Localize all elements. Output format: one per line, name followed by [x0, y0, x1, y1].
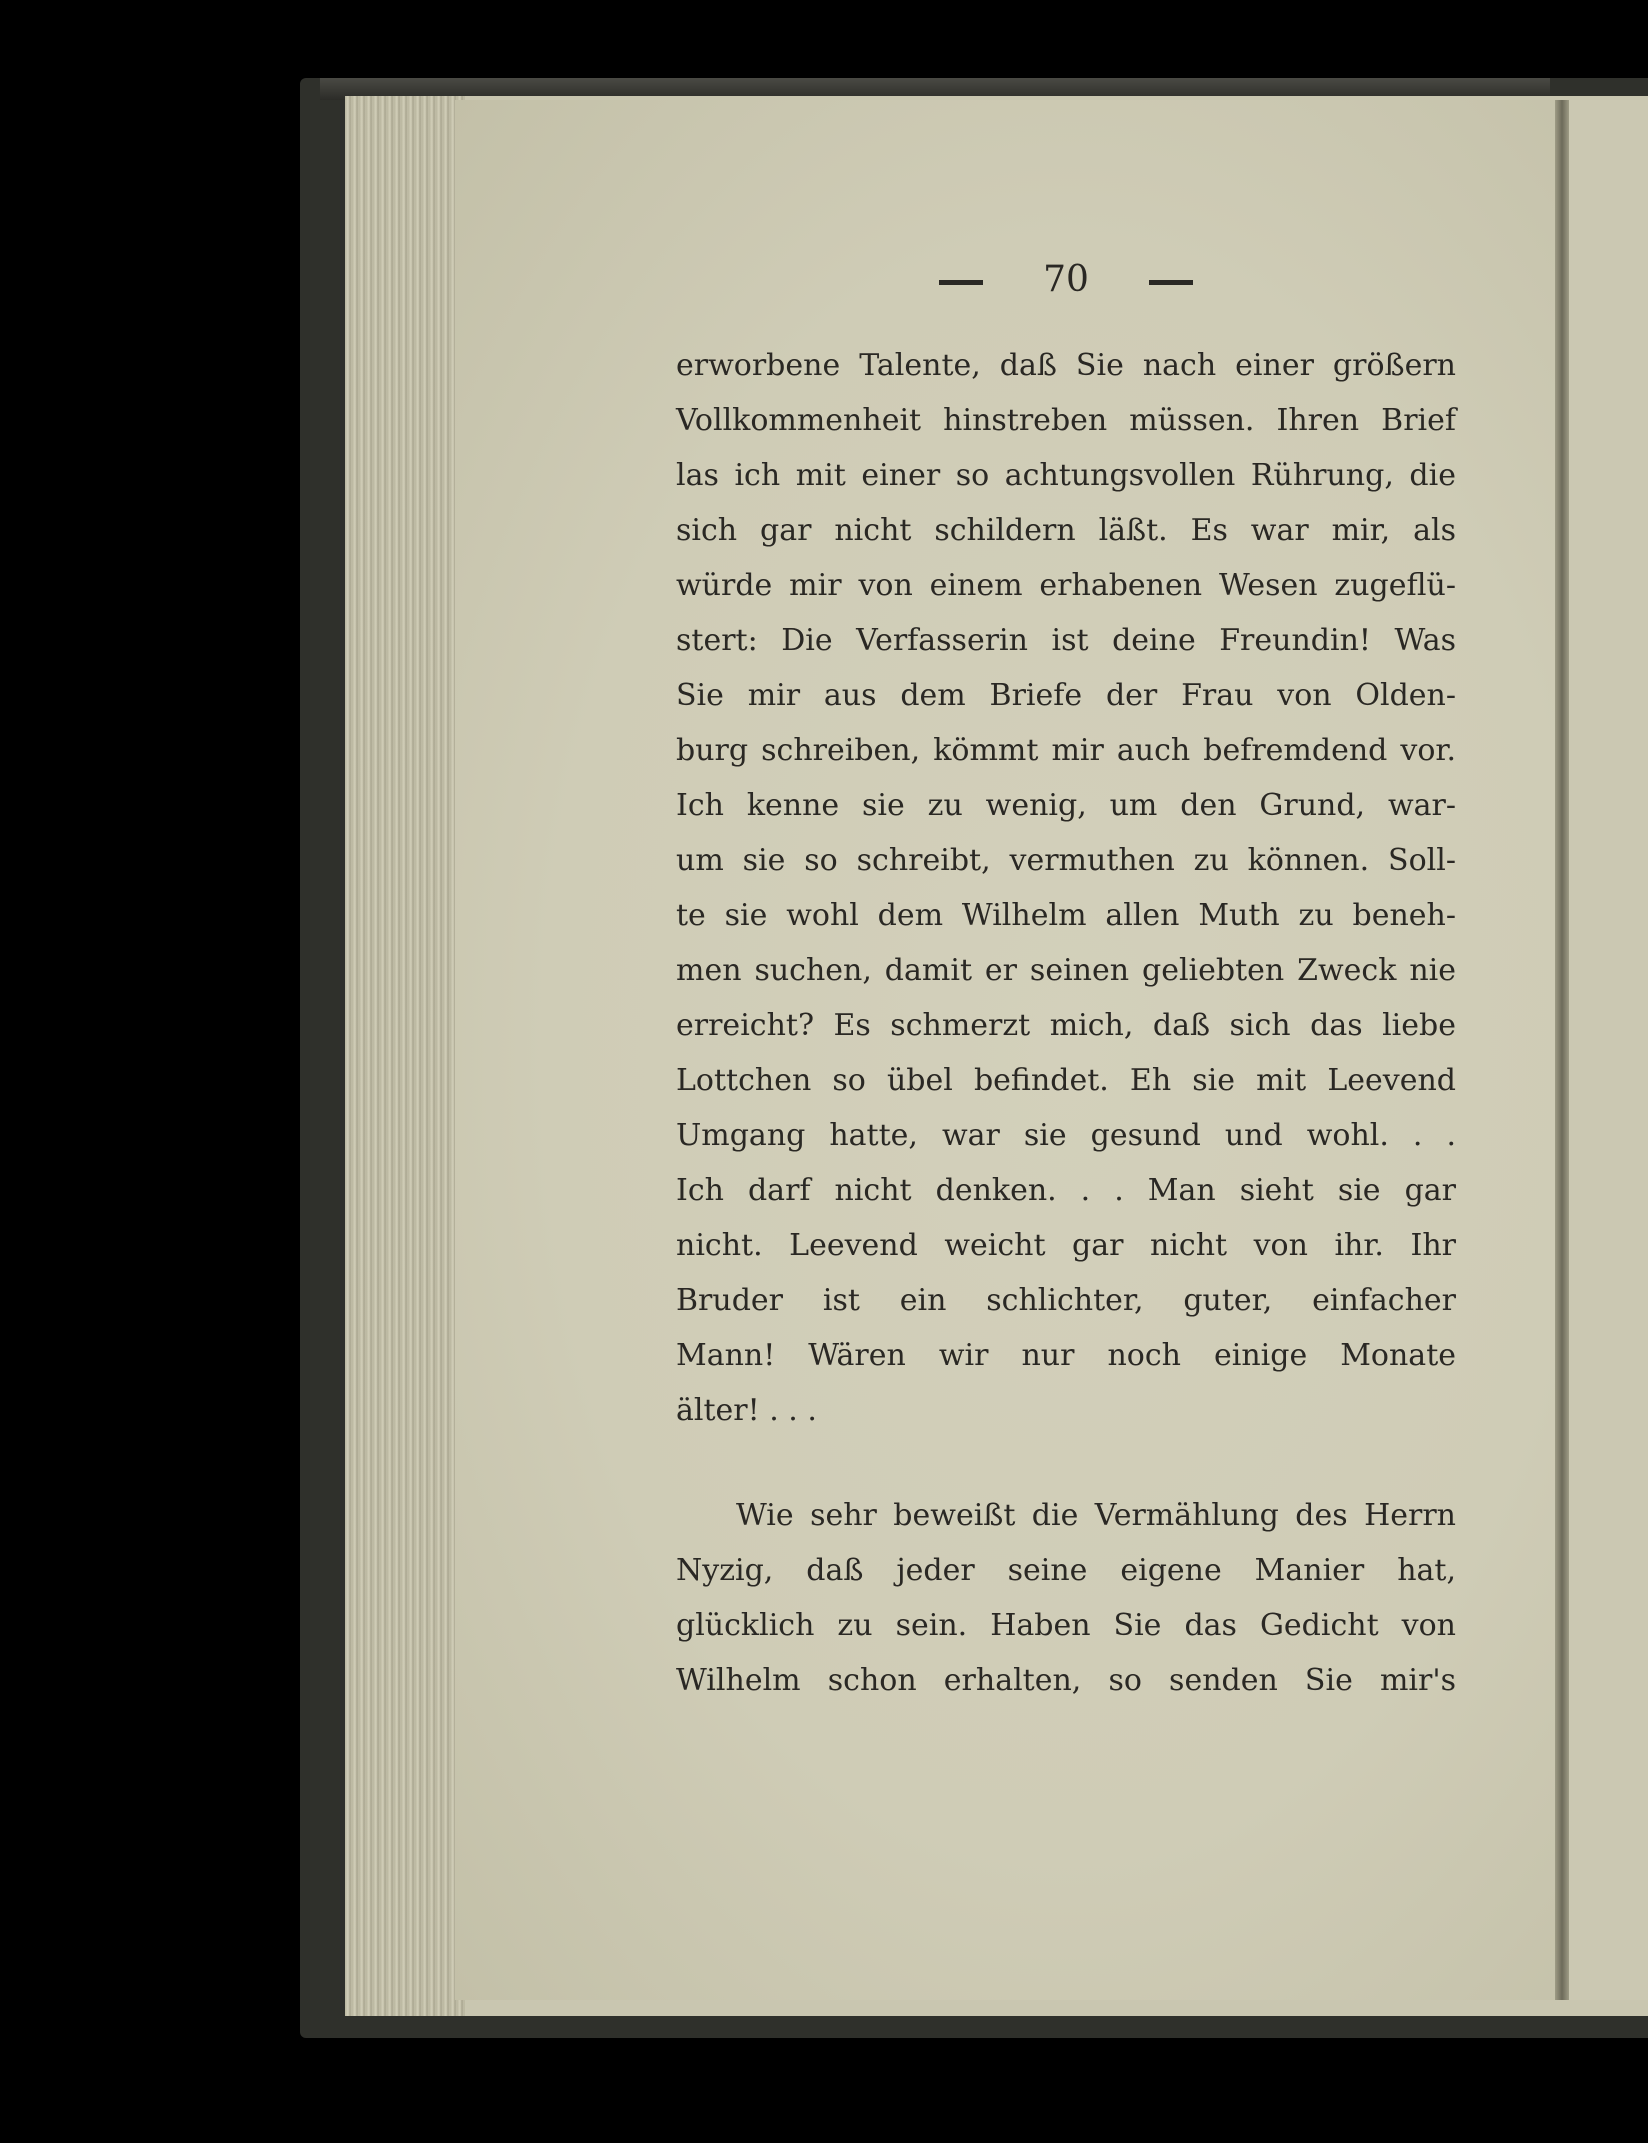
- text-line: Wie sehr beweißt die Vermählung des Herrn: [736, 1498, 1456, 1533]
- page-number-header: [676, 250, 1456, 310]
- paragraph-gap: [676, 1438, 1456, 1488]
- text-line: älter! . . .: [676, 1393, 817, 1428]
- stacked-page-edges: [345, 96, 465, 2016]
- text-line: Bruder ist ein schlichter, guter, einfacher: [676, 1283, 1456, 1318]
- text-line: Lottchen so übel befindet. Eh sie mit Leevend: [676, 1063, 1456, 1098]
- text-line: Mann! Wären wir nur noch einige Monate: [676, 1338, 1456, 1373]
- text-line: burg schreiben, kömmt mir auch befremdend vor.: [676, 733, 1456, 768]
- text-line: sich gar nicht schildern läßt. Es war mir, als: [676, 513, 1456, 548]
- body-text: [676, 338, 1456, 1708]
- text-line: Ich darf nicht denken. . . Man sieht sie gar: [676, 1173, 1456, 1208]
- text-line: nicht. Leevend weicht gar nicht von ihr. Ihr: [676, 1228, 1456, 1263]
- text-line: te sie wohl dem Wilhelm allen Muth zu beneh-: [676, 898, 1456, 933]
- text-line: Umgang hatte, war sie gesund und wohl. . .: [676, 1118, 1456, 1153]
- text-line: glücklich zu sein. Haben Sie das Gedicht von: [676, 1608, 1456, 1643]
- text-line: würde mir von einem erhabenen Wesen zugeflü-: [676, 568, 1456, 603]
- facing-page-edge: [1569, 100, 1648, 2000]
- text-line: Ich kenne sie zu wenig, um den Grund, war-: [676, 788, 1456, 823]
- page-number: 70: [1043, 259, 1089, 300]
- text-line: um sie so schreibt, vermuthen zu können. Soll-: [676, 843, 1456, 878]
- text-line: Sie mir aus dem Briefe der Frau von Olden-: [676, 678, 1456, 713]
- header-dash-right: [1149, 280, 1193, 285]
- text-line: stert: Die Verfasserin ist deine Freundin! Was: [676, 623, 1456, 658]
- text-line: Vollkommenheit hinstreben müssen. Ihren Brief: [676, 403, 1456, 438]
- book-gutter: [1555, 100, 1569, 2000]
- page-text: [676, 250, 1456, 1700]
- text-line: Nyzig, daß jeder seine eigene Manier hat,: [676, 1553, 1456, 1588]
- paragraph: [676, 1488, 1456, 1708]
- text-line: men suchen, damit er seinen geliebten Zweck nie: [676, 953, 1456, 988]
- header-dash-left: [939, 280, 983, 285]
- text-line: las ich mit einer so achtungsvollen Rührung, die: [676, 458, 1456, 493]
- text-line: erreicht? Es schmerzt mich, daß sich das liebe: [676, 1008, 1456, 1043]
- text-line: Wilhelm schon erhalten, so senden Sie mir's: [676, 1663, 1456, 1698]
- paragraph: [676, 338, 1456, 1438]
- text-line: erworbene Talente, daß Sie nach einer größern: [676, 348, 1456, 383]
